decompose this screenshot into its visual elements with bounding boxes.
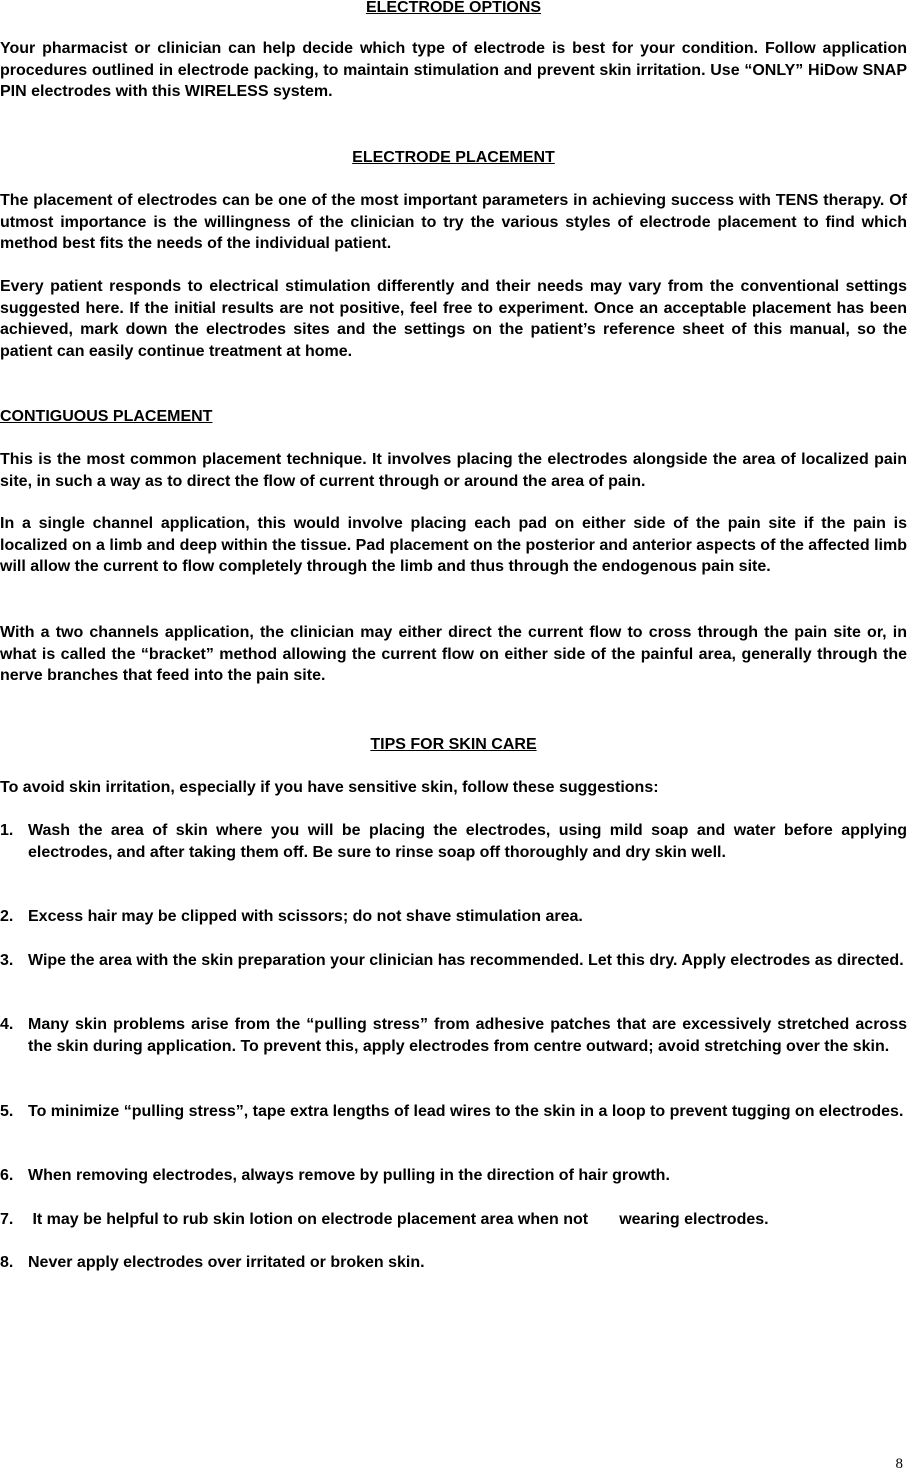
list-item-text: Never apply electrodes over irritated or broken skin. [28, 1254, 425, 1271]
list-item [0, 950, 907, 972]
list-item-number: 1. [0, 822, 14, 839]
skin-care-intro: To avoid skin irritation, especially if you have sensitive skin, follow these suggestions: [0, 779, 659, 796]
contiguous-placement-paragraph: With a two channels application, the clinician may either direct the current flow to cross through the pain site or, in what is called the “bracket” method allowing the current flow on either side of the painful area, generally through the nerve branches that feed into the pain site. [0, 624, 907, 685]
contiguous-placement-paragraph: In a single channel application, this would involve placing each pad on either side of the pain site if the pain is localized on a limb and deep within the tissue. Pad placement on the posterior and anterior aspects of the affected limb will allow the current to flow completely through the limb and thus through the endogenous pain site. [0, 515, 907, 576]
page-number: 8 [895, 1456, 903, 1472]
electrode-options-body: Your pharmacist or clinician can help decide which type of electrode is best for your condition. Follow application procedures outlined in electrode packing, to maintain stimulation and prevent skin irritation. Use “ONLY” HiDow SNAP PIN electrodes with this WIRELESS system. [0, 40, 907, 101]
list-item [0, 820, 907, 863]
contiguous-placement-heading: CONTIGUOUS PLACEMENT [0, 408, 213, 425]
electrode-placement-section [0, 147, 907, 168]
electrode-placement-heading: ELECTRODE PLACEMENT [352, 149, 555, 166]
electrode-placement-p1-wrap [0, 190, 907, 255]
list-item [0, 1252, 907, 1274]
electrode-options-section [0, 0, 907, 18]
contiguous-p2-wrap [0, 513, 907, 578]
list-item [0, 1165, 907, 1187]
list-item-number: 2. [0, 908, 14, 925]
list-item-number: 7. [0, 1211, 14, 1228]
skin-care-heading: TIPS FOR SKIN CARE [370, 736, 537, 753]
contiguous-placement-section [0, 406, 907, 427]
electrode-options-body-wrap [0, 38, 907, 103]
list-item-number: 6. [0, 1167, 14, 1184]
contiguous-p1-wrap [0, 449, 907, 492]
skin-care-intro-wrap [0, 777, 907, 799]
list-item-text: Wipe the area with the skin preparation your clinician has recommended. Let this dry. Apply electrodes as directed. [28, 952, 904, 969]
list-item-text: To minimize “pulling stress”, tape extra lengths of lead wires to the skin in a loop to prevent tugging on electrodes. [28, 1103, 904, 1120]
list-item-number: 4. [0, 1016, 14, 1033]
list-item-text: It may be helpful to rub skin lotion on electrode placement area when not wearing electrodes. [28, 1211, 769, 1228]
skin-care-section [0, 734, 907, 755]
electrode-placement-p2-wrap [0, 276, 907, 362]
list-item-number: 3. [0, 952, 14, 969]
list-item [0, 1014, 907, 1057]
contiguous-p3-wrap [0, 622, 907, 687]
list-item-number: 8. [0, 1254, 14, 1271]
list-item-text: Wash the area of skin where you will be placing the electrodes, using mild soap and water before applying electrodes, and after taking them off. Be sure to rinse soap off thoroughly and dry skin well. [28, 822, 907, 861]
electrode-options-heading: ELECTRODE OPTIONS [365, 0, 542, 16]
list-item-text: Many skin problems arise from the “pulling stress” from adhesive patches that are excessively stretched across the skin during application. To prevent this, apply electrodes from centre outward; avoid stretching over the skin. [28, 1016, 907, 1055]
list-item [0, 906, 907, 928]
list-item-text: Excess hair may be clipped with scissors; do not shave stimulation area. [28, 908, 583, 925]
list-item [0, 1101, 907, 1123]
list-item-number: 5. [0, 1103, 14, 1120]
contiguous-placement-paragraph: This is the most common placement technique. It involves placing the electrodes alongside the area of localized pain site, in such a way as to direct the flow of current through or around the area of pain. [0, 451, 907, 490]
electrode-placement-paragraph: The placement of electrodes can be one of the most important parameters in achieving success with TENS therapy. Of utmost importance is the willingness of the clinician to try the various styles of electrode placement to find which method best fits the needs of the individual patient. [0, 192, 907, 253]
electrode-placement-paragraph: Every patient responds to electrical stimulation differently and their needs may vary from the conventional settings suggested here. If the initial results are not positive, feel free to experiment. Once an acceptable placement has been achieved, mark down the electrodes sites and the settings on the patient’s reference sheet of this manual, so the patient can easily continue treatment at home. [0, 278, 907, 360]
list-item-text: When removing electrodes, always remove by pulling in the direction of hair growth. [28, 1167, 670, 1184]
list-item [0, 1209, 907, 1231]
